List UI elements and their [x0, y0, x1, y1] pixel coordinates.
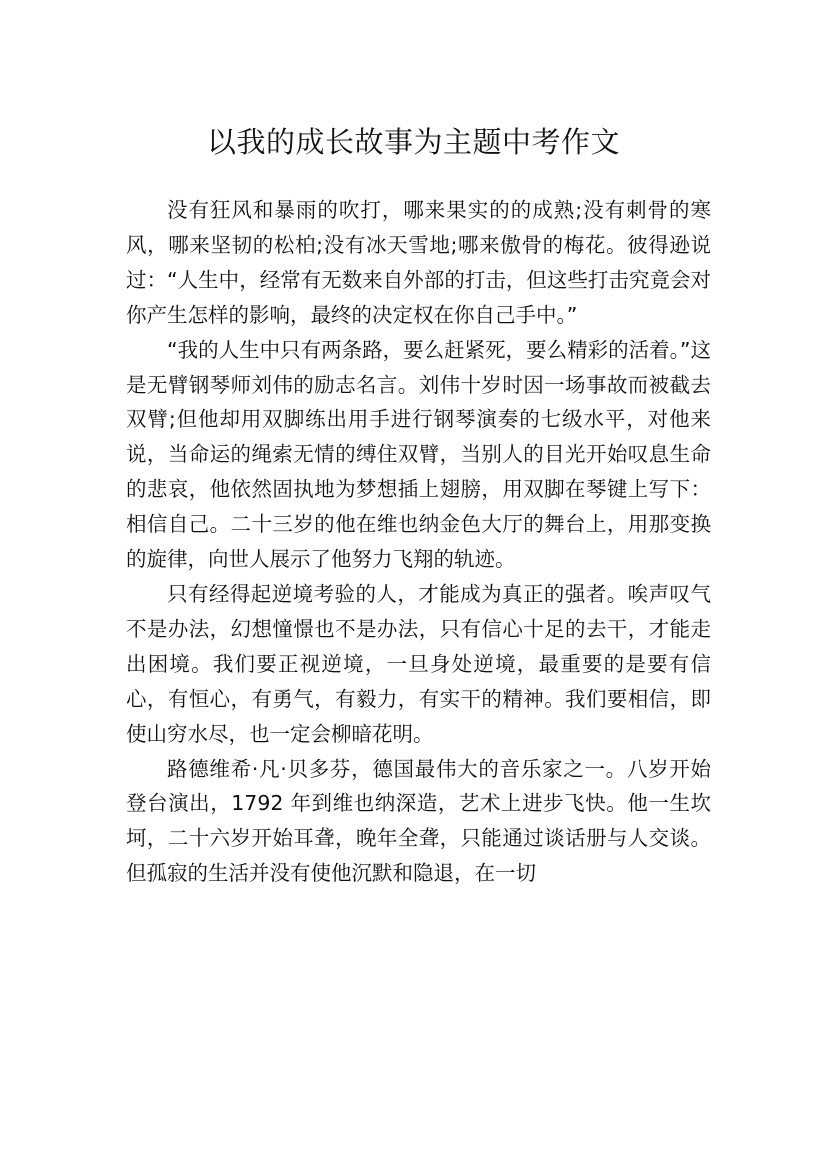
paragraph-2: “我的人生中只有两条路，要么赶紧死，要么精彩的活着。”这是无臂钢琴师刘伟的励志名言。刘伟十岁时因一场事故而被截去双臂;但他却用双脚练出用手进行钢琴演奏的七级水平，对他来说，当命运的绳索无情的缚住双臂，当别人的目光开始叹息生命的悲哀，他依然固执地为梦想插上翅膀，用双脚在琴键上写下：相信自己。二十三岁的他在维也纳金色大厅的舞台上，用那变换的旋律，向世人展示了他努力飞翔的轨迹。 [126, 337, 711, 572]
paragraph-3: 只有经得起逆境考验的人，才能成为真正的强者。唉声叹气不是办法，幻想憧憬也不是办法，只有信心十足的去干，才能走出困境。我们要正视逆境，一旦身处逆境，最重要的是要有信心，有恒心，有勇气，有毅力，有实干的精神。我们要相信，即使山穷水尽，也一定会柳暗花明。 [126, 581, 711, 746]
document-title: 以我的成长故事为主题中考作文 [206, 125, 620, 160]
paragraph-1: 没有狂风和暴雨的吹打，哪来果实的的成熟;没有刺骨的寒风，哪来坚韧的松柏;没有冰天雪地;哪来傲骨的梅花。彼得逊说过：“人生中，经常有无数来自外部的打击，但这些打击究竟会对你产生怎样的影响，最终的决定权在你自己手中。” [126, 198, 711, 327]
paragraph-4: 路德维希·凡·贝多芬，德国最伟大的音乐家之一。八岁开始登台演出，1792 年到维也纳深造，艺术上进步飞快。他一生坎坷，二十六岁开始耳聋，晚年全聋，只能通过谈话册与人交谈。但孤寂的生活并没有使他沉默和隐退，在一切 [126, 756, 711, 886]
document-body [126, 193, 711, 891]
